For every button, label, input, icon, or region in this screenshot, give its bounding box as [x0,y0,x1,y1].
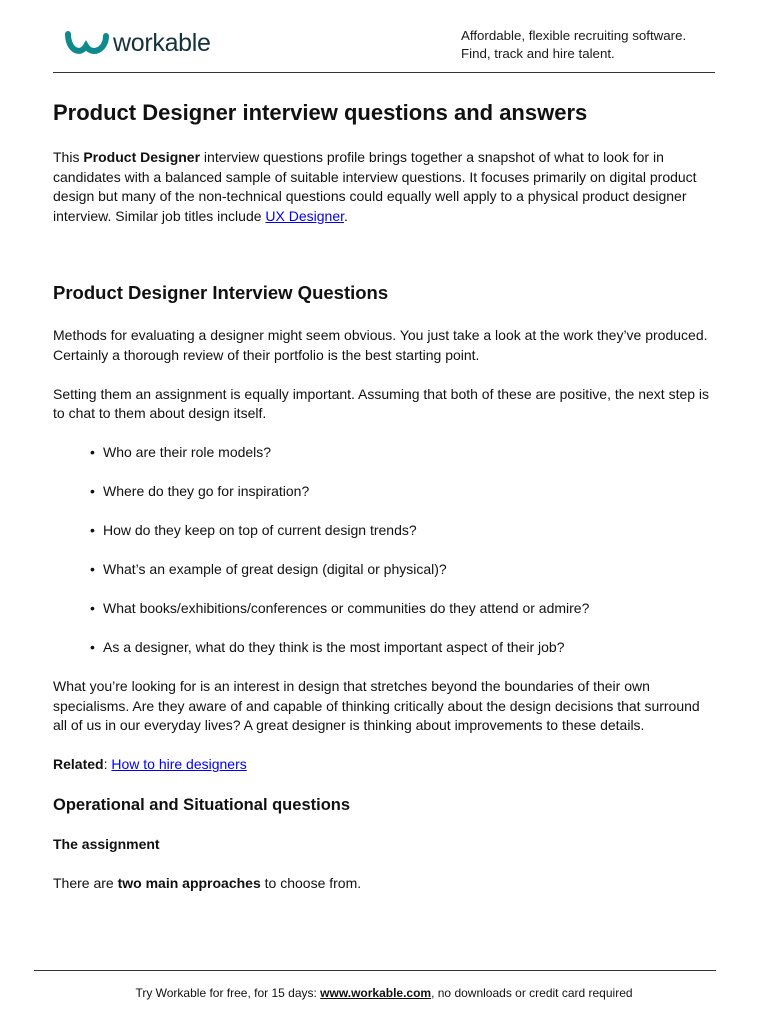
footer-text: Try Workable for free, for 15 days: [135,986,321,1000]
page-footer [0,986,768,1000]
section-heading-operational: Operational and Situational questions [53,795,351,814]
page-header [0,0,768,72]
question-list [53,443,715,658]
approaches-bold: two main approaches [117,875,261,891]
methods-paragraph: Methods for evaluating a designer might seem obvious. You just take a look at the work they’ve produced. Certainly a thorough review of their portfolio is the best starting point. [53,327,708,363]
bullet-icon: • [90,444,95,460]
intro-text-cont: interview questions profile brings together a snapshot of what to look for in candidates with a balanced sample of suitable interview questions. It focuses primarily on digital product design but many of the non-technical questions could equally well apply to a physical product designer interview. Similar job titles include [53,149,697,224]
list-item [53,638,715,658]
page-title: Product Designer interview questions and answers [53,100,588,125]
subheading-assignment: The assignment [53,835,160,852]
list-item [53,560,715,580]
bullet-icon: • [90,639,95,655]
related-label: Related [53,756,104,772]
approaches-paragraph [53,874,715,894]
intro-paragraph [53,148,715,226]
footer-divider [34,970,716,971]
assignment-paragraph: Setting them an assignment is equally important. Assuming that both of these are positive, the next step is to chat to them about design itself. [53,385,710,421]
approaches-text: There are [53,875,118,891]
related-line [53,755,715,775]
intro-bold: Product Designer [83,149,201,165]
list-item-text: Where do they go for inspiration? [103,483,310,499]
ux-designer-link[interactable]: UX Designer [265,207,345,224]
header-tagline [461,27,686,63]
bullet-icon: • [90,561,95,577]
list-item [53,521,715,541]
list-item-text: As a designer, what do they think is the most important aspect of their job? [103,639,565,655]
workable-logo-icon [64,28,110,58]
footer-text-end: , no downloads or credit card required [431,986,633,1000]
intro-text: This [53,149,84,165]
list-item [53,599,715,619]
list-item-text: How do they keep on top of current design trends? [103,522,417,538]
bullet-icon: • [90,483,95,499]
logo-text: workable [113,29,211,57]
intro-end: . [344,207,348,224]
conclusion-paragraph: What you’re looking for is an interest in design that stretches beyond the boundaries of their own specialisms. Are they aware of and capable of thinking critically about the design decisions that surround all of us in our everyday lives? A great designer is thinking about improvements to these details. [53,678,700,733]
list-item-text: What books/exhibitions/conferences or communities do they attend or admire? [103,600,590,616]
header-divider [53,72,715,73]
list-item-text: Who are their role models? [103,444,272,460]
bullet-icon: • [90,600,95,616]
document-body [53,88,715,894]
hire-designers-link[interactable]: How to hire designers [111,756,247,772]
workable-site-link[interactable]: www.workable.com [320,986,432,1000]
bullet-icon: • [90,522,95,538]
approaches-text-end: to choose from. [260,875,362,891]
tagline-line-2: Find, track and hire talent. [461,46,615,61]
section-heading-interview-questions: Product Designer Interview Questions [53,282,389,303]
workable-logo[interactable] [64,28,211,58]
tagline-line-1: Affordable, flexible recruiting software. [461,28,687,43]
list-item-text: What’s an example of great design (digital or physical)? [103,561,447,577]
related-separator: : [103,756,112,772]
list-item [53,482,715,502]
list-item [53,443,715,463]
